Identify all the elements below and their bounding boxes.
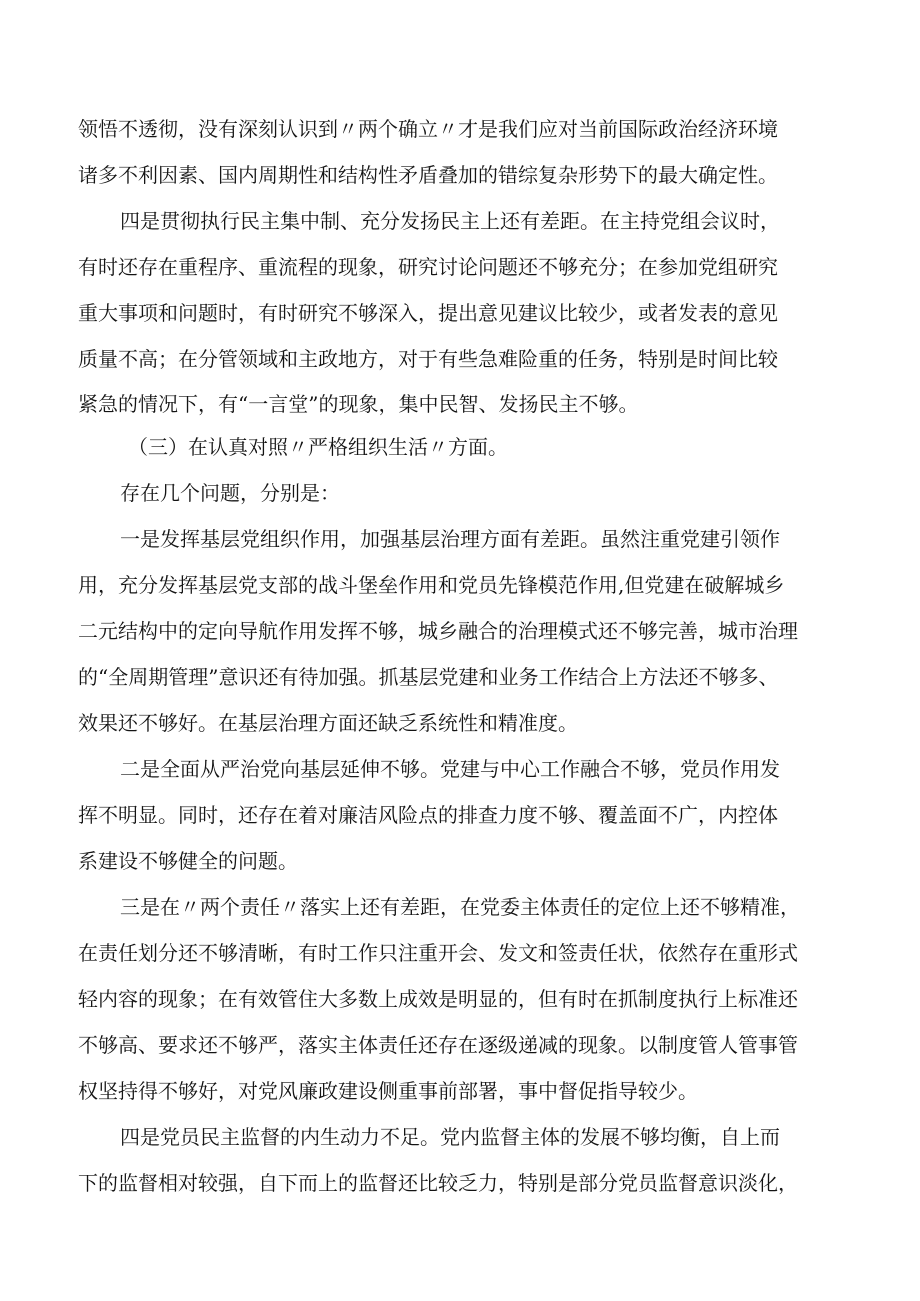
text-line: 四是贯彻执行民主集中制、充分发扬民主上还有差距。在主持党组会议时， — [120, 209, 780, 233]
text-line: 一是发挥基层党组织作用，加强基层治理方面有差距。虽然注重党建引领作 — [120, 527, 780, 551]
text-line: 二元结构中的定向导航作用发挥不够，城乡融合的治理模式还不够完善，城市治理 — [78, 619, 798, 643]
text-line: 重大事项和问题时，有时研究不够深入，提出意见建议比较少，或者发表的意见 — [78, 301, 778, 325]
text-line: 二是全面从严治党向基层延伸不够。党建与中心工作融合不够，党员作用发 — [120, 757, 780, 781]
text-line: 领悟不透彻，没有深刻认识到〃两个确立〃才是我们应对当前国际政治经济环境 — [78, 117, 778, 141]
text-line: 存在几个问题，分别是： — [120, 481, 340, 505]
text-line: 挥不明显。同时，还存在着对廉洁风险点的排查力度不够、覆盖面不广，内控体 — [78, 803, 778, 827]
text-line: 的“全周期管理”意识还有待加强。抓基层党建和业务工作结合上方法还不够多、 — [78, 665, 779, 689]
text-line: 四是党员民主监督的内生动力不足。党内监督主体的发展不够均衡，自上而 — [120, 1125, 780, 1149]
text-line: 诸多不利因素、国内周期性和结构性矛盾叠加的错综复杂形势下的最大确定性。 — [78, 163, 778, 187]
text-line: 不够高、要求还不够严，落实主体责任还存在逐级递减的现象。以制度管人管事管 — [78, 1033, 798, 1057]
text-line: 效果还不够好。在基层治理方面还缺乏系统性和精准度。 — [78, 711, 578, 735]
text-line: 质量不高；在分管领域和主政地方，对于有些急难险重的任务，特别是时间比较 — [78, 347, 778, 371]
section-heading: （三）在认真对照〃严格组织生活〃方面。 — [128, 435, 508, 459]
text-line: 三是在〃两个责任〃落实上还有差距，在党委主体责任的定位上还不够精准， — [120, 895, 800, 919]
text-line: 系建设不够健全的问题。 — [78, 849, 298, 873]
text-line: 权坚持得不够好，对党风廉政建设侧重事前部署，事中督促指导较少。 — [78, 1079, 698, 1103]
text-line: 紧急的情况下，有“一言堂”的现象，集中民智、发扬民主不够。 — [78, 392, 639, 416]
text-line: 下的监督相对较强，自下而上的监督还比较乏力，特别是部分党员监督意识淡化， — [78, 1171, 798, 1195]
text-line: 在责任划分还不够清晰，有时工作只注重开会、发文和签责任状，依然存在重形式 — [78, 941, 798, 965]
text-line: 轻内容的现象；在有效管住大多数上成效是明显的，但有时在抓制度执行上标准还 — [78, 987, 798, 1011]
text-line: 用，充分发挥基层党支部的战斗堡垒作用和党员先锋模范作用,但党建在破解城乡 — [78, 573, 785, 597]
text-line: 有时还存在重程序、重流程的现象，研究讨论问题还不够充分；在参加党组研究 — [78, 255, 778, 279]
